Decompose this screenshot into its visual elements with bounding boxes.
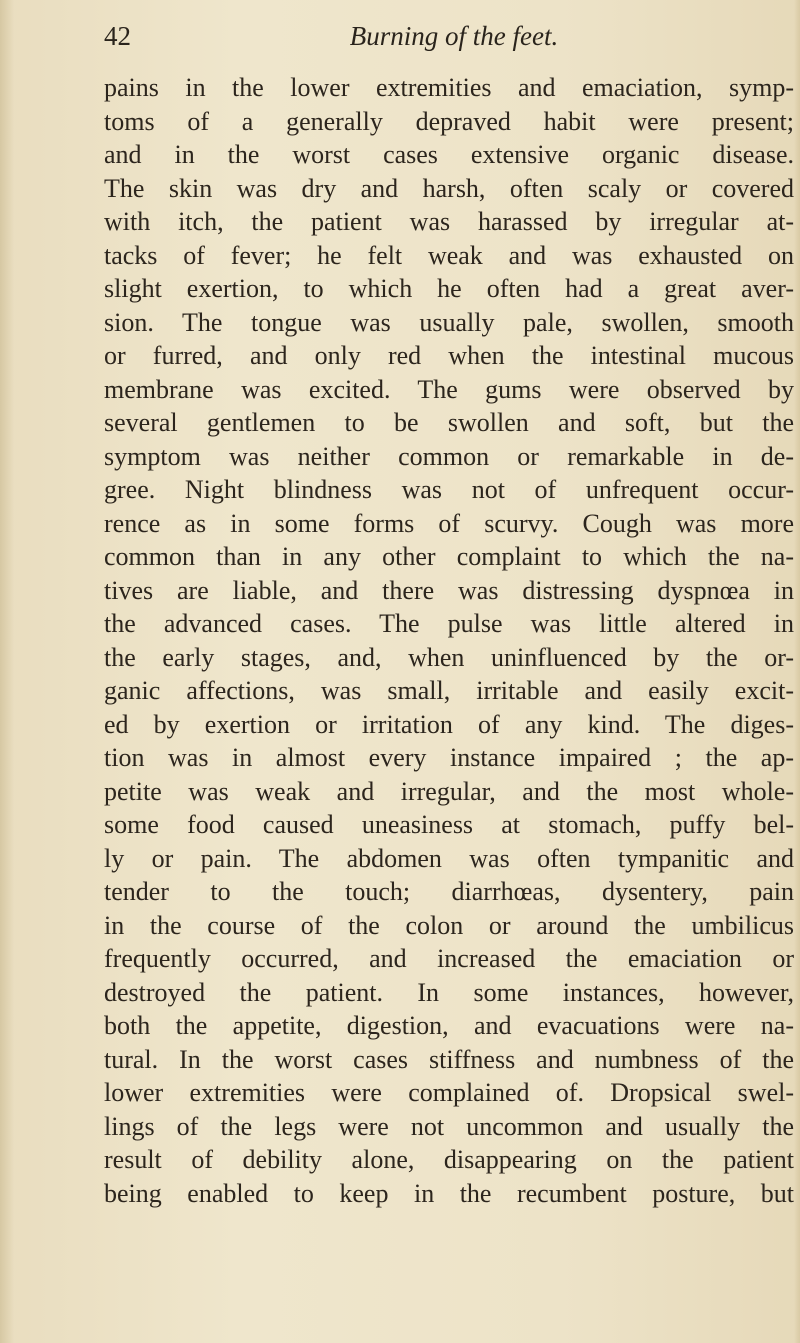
page-number: 42 (104, 21, 131, 51)
text-line: ly or pain. The abdomen was often tympanitic and (104, 843, 794, 873)
body-text (104, 71, 794, 1210)
text-line: lower extremities were complained of. Dropsical swel- (104, 1078, 794, 1107)
text-line: gree. Night blindness was not of unfrequent occur- (104, 475, 794, 504)
page-header (104, 18, 794, 58)
text-line: ganic affections, was small, irritable and easily excit- (104, 676, 794, 705)
text-line: pains in the lower extremities and emaciation, symp- (104, 73, 794, 102)
text-line: common than in any other complaint to which the na- (104, 542, 794, 571)
page-edge (794, 0, 800, 1343)
running-head: Burning of the feet. (349, 21, 559, 51)
text-line: being enabled to keep in the recumbent posture, but (104, 1178, 794, 1208)
text-line: tural. In the worst cases stiffness and numbness of the (104, 1044, 794, 1074)
text-line: The skin was dry and harsh, often scaly or covered (104, 173, 794, 203)
text-line: the early stages, and, when uninfluenced by the or- (104, 642, 794, 672)
text-line: tion was in almost every instance impaired ; the ap- (104, 743, 794, 772)
text-line: tives are liable, and there was distressing dyspnœa in (104, 575, 794, 605)
text-line: slight exertion, to which he often had a great aver- (104, 274, 794, 303)
text-line: tacks of fever; he felt weak and was exhausted on (104, 240, 794, 270)
text-line: both the appetite, digestion, and evacuations were na- (104, 1011, 794, 1040)
text-line: frequently occurred, and increased the emaciation or (104, 944, 794, 973)
text-line: some food caused uneasiness at stomach, puffy bel- (104, 810, 794, 839)
text-line: membrane was excited. The gums were observed by (104, 374, 794, 404)
text-line: destroyed the patient. In some instances, however, (104, 977, 794, 1007)
text-line: result of debility alone, disappearing on the patient (104, 1145, 794, 1174)
text-line: with itch, the patient was harassed by irregular at- (104, 207, 794, 236)
text-line: ed by exertion or irritation of any kind. The diges- (104, 709, 794, 739)
text-line: petite was weak and irregular, and the most whole- (104, 776, 794, 806)
text-line: rence as in some forms of scurvy. Cough was more (104, 508, 794, 538)
text-line: symptom was neither common or remarkable in de- (104, 441, 794, 471)
text-line: and in the worst cases extensive organic disease. (104, 140, 794, 169)
text-line: several gentlemen to be swollen and soft, but the (104, 408, 794, 437)
text-line: toms of a generally depraved habit were present; (104, 106, 794, 136)
text-line: the advanced cases. The pulse was little altered in (104, 609, 794, 638)
text-line: in the course of the colon or around the umbilicus (104, 910, 794, 940)
text-line: lings of the legs were not uncommon and usually the (104, 1111, 794, 1141)
gutter-shadow (0, 0, 14, 1343)
text-line: tender to the touch; diarrhœas, dysentery, pain (104, 877, 794, 906)
text-line: or furred, and only red when the intestinal mucous (104, 341, 794, 370)
text-line: sion. The tongue was usually pale, swollen, smooth (104, 307, 794, 337)
